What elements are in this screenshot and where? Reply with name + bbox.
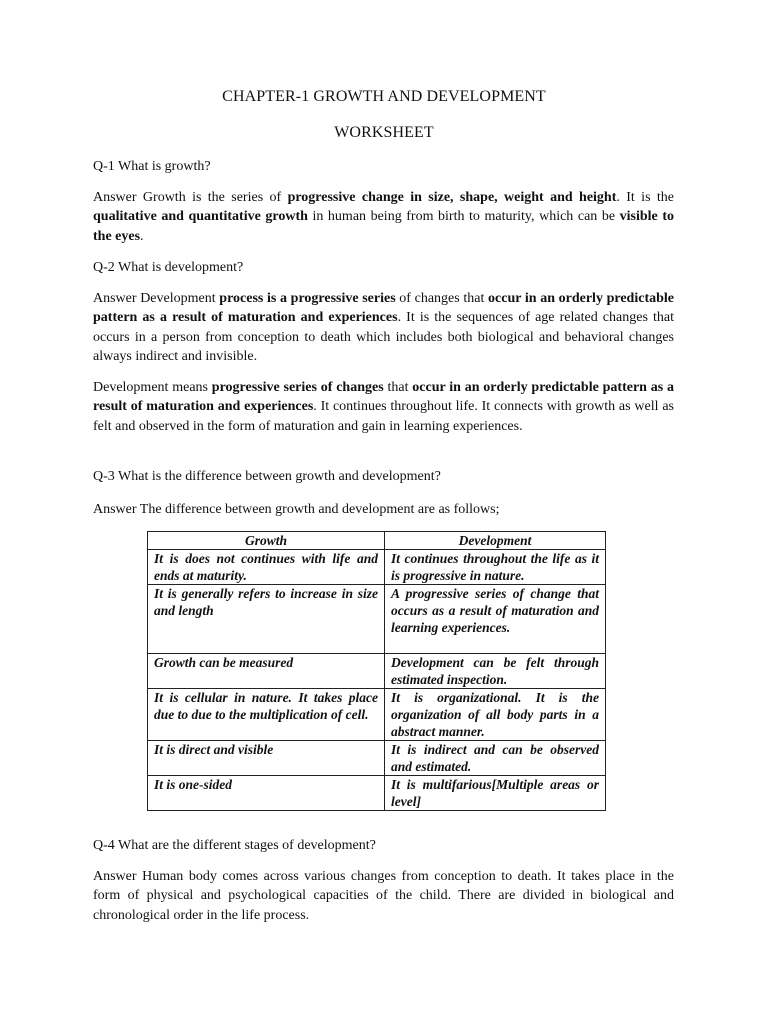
growth-cell: It is does not continues with life and ends at maturity. <box>148 550 385 585</box>
development-cell: Development can be felt through estimated inspection. <box>385 654 606 689</box>
q2-question: Q-2 What is development? <box>93 260 244 275</box>
q4-question: Q-4 What are the different stages of development? <box>93 838 376 853</box>
q3-question: Q-3 What is the difference between growth and development? <box>93 469 441 484</box>
growth-cell: Growth can be measured <box>148 654 385 689</box>
table-row <box>148 741 606 776</box>
table-row <box>148 654 606 689</box>
bold-phrase: occur in an orderly predictable pattern as a result of maturation and experiences <box>93 380 674 415</box>
bold-phrase: progressive series of changes <box>211 380 384 395</box>
q2-answer: Answer Development process is a progressive series of changes that occur in an orderly predictable pattern as a result of maturation and experiences. It is the sequences of age related changes that occurs in a person from conception to death which includes both biological and behavioral changes always indirect and invisible. <box>93 291 675 365</box>
table-row <box>148 689 606 741</box>
bold-phrase: process is a progressive series <box>219 291 396 306</box>
table-row <box>148 776 606 811</box>
growth-cell: It is direct and visible <box>148 741 385 776</box>
growth-cell: It is one-sided <box>148 776 385 811</box>
table-row <box>148 550 606 585</box>
q3-answer: Answer The difference between growth and development are as follows; <box>93 502 500 517</box>
header-growth: Growth <box>148 532 385 550</box>
growth-cell: It is cellular in nature. It takes place due to due to the multiplication of cell. <box>148 689 385 741</box>
q2-paragraph-2: Development means progressive series of changes that occur in an orderly predictable pattern as a result of maturation and experiences. It continues throughout life. It connects with growth as well as felt and observed in the form of maturation and gain in learning experiences. <box>93 380 674 434</box>
bold-phrase: occur in an orderly predictable pattern as a result of maturation and experiences <box>93 291 675 326</box>
development-cell: It continues throughout the life as it is progressive in nature. <box>385 550 606 585</box>
bold-phrase: progressive change in size, shape, weight and height <box>287 190 617 205</box>
bold-phrase: qualitative and quantitative growth <box>93 209 308 225</box>
q4-answer: Answer Human body comes across various changes from conception to death. It takes place in the form of physical and psychological capacities of the child. There are divided in biological and chronological order in the life process. <box>93 869 674 923</box>
header-development: Development <box>385 532 606 550</box>
development-cell: It is organizational. It is the organization of all body parts in a abstract manner. <box>385 689 606 741</box>
bold-phrase: visible to the eyes <box>93 209 674 244</box>
table-header-row <box>148 532 606 550</box>
growth-development-table <box>147 531 606 811</box>
development-cell: A progressive series of change that occurs as a result of maturation and learning experiences. <box>385 585 606 654</box>
table-row <box>148 585 606 654</box>
development-cell: It is multifarious[Multiple areas or level] <box>385 776 606 811</box>
q1-answer: Answer Growth is the series of progressive change in size, shape, weight and height. It is the qualitative and quantitative growth in human being from birth to maturity, which can be visible to the eyes. <box>93 190 674 244</box>
chapter-title: CHAPTER-1 GROWTH AND DEVELOPMENT <box>222 88 546 105</box>
worksheet-title: WORKSHEET <box>334 124 434 141</box>
development-cell: It is indirect and can be observed and estimated. <box>385 741 606 776</box>
q1-question: Q-1 What is growth? <box>93 159 211 174</box>
growth-cell: It is generally refers to increase in size and length <box>148 585 385 654</box>
